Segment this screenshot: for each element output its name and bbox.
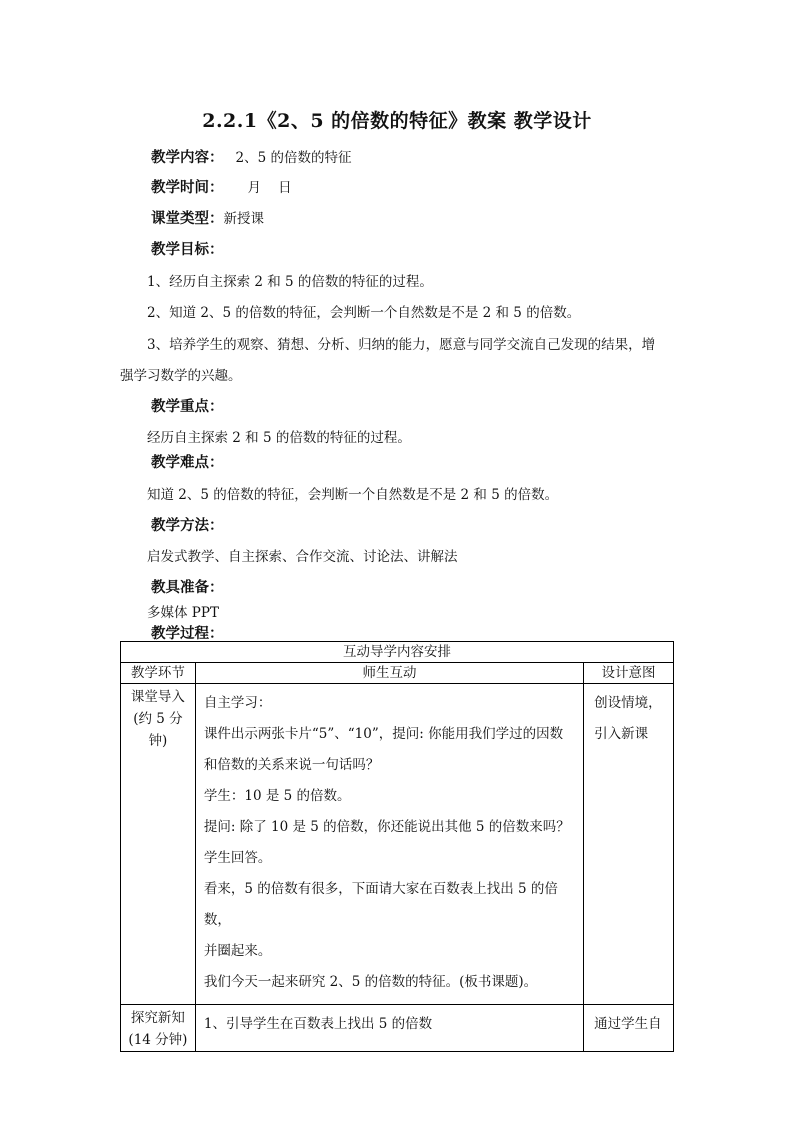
table-row bbox=[121, 684, 674, 1005]
content-paragraph: 学生：10 是 5 的倍数。 bbox=[203, 788, 351, 804]
stage-cell bbox=[121, 684, 196, 1005]
methods-text: 启发式教学、自主探索、合作交流、讨论法、讲解法 bbox=[147, 549, 458, 565]
goal-item: 3、培养学生的观察、猜想、分析、归纳的能力，愿意与同学交流自己发现的结果，增 bbox=[147, 337, 656, 353]
content-paragraph: 我们今天一起来研究 2、5 的倍数的特征。(板书课题)。 bbox=[203, 974, 538, 990]
type-value: 新授课 bbox=[223, 211, 264, 227]
goal-item: 1、经历自主探索 2 和 5 的倍数的特征的过程。 bbox=[147, 274, 433, 290]
key-point-label: 教学重点： bbox=[151, 398, 224, 415]
content-label: 教学内容： bbox=[151, 149, 224, 166]
content-paragraph: 自主学习： bbox=[203, 695, 272, 711]
process-heading bbox=[151, 622, 224, 643]
header-interaction: 师生互动 bbox=[195, 663, 583, 684]
methods-heading bbox=[151, 514, 224, 535]
table-caption: 互动导学内容安排 bbox=[121, 642, 674, 663]
intent-cell bbox=[584, 684, 674, 1005]
goal-item: 2、知道 2、5 的倍数的特征，会判断一个自然数是不是 2 和 5 的倍数。 bbox=[147, 305, 581, 321]
stage-line: (约 5 分 bbox=[133, 711, 183, 727]
content-paragraph: 看来，5 的倍数有很多，下面请大家在百数表上找出 5 的倍数， bbox=[203, 881, 558, 928]
stage-line: 探究新知 bbox=[130, 1010, 185, 1026]
table-header-row bbox=[121, 663, 674, 684]
content-paragraph: 学生回答。 bbox=[203, 850, 272, 866]
content-line bbox=[151, 146, 351, 167]
tools-label: 教具准备： bbox=[151, 579, 224, 596]
table-row bbox=[121, 1005, 674, 1052]
time-line bbox=[151, 176, 292, 197]
key-point-text: 经历自主探索 2 和 5 的倍数的特征的过程。 bbox=[147, 430, 411, 446]
document-title: 2.2.1《2、5 的倍数的特征》教案 教学设计 bbox=[202, 110, 592, 132]
content-paragraph: 提问: 除了 10 是 5 的倍数，你还能说出其他 5 的倍数来吗？ bbox=[203, 819, 570, 835]
tools-heading bbox=[151, 576, 224, 597]
table-caption-row bbox=[121, 642, 674, 663]
content-value: 2、5 的倍数的特征 bbox=[235, 150, 352, 166]
stage-line: (14 分钟) bbox=[128, 1032, 188, 1048]
time-label: 教学时间： bbox=[151, 179, 224, 196]
time-value: 月 日 bbox=[247, 180, 292, 196]
difficulty-heading bbox=[151, 451, 224, 472]
process-table bbox=[120, 641, 674, 1052]
goals-label: 教学目标： bbox=[151, 241, 224, 258]
intent-line: 通过学生自 bbox=[594, 1016, 662, 1032]
intent-line: 引入新课 bbox=[594, 726, 649, 742]
header-stage: 教学环节 bbox=[121, 663, 196, 684]
stage-line: 钟) bbox=[148, 733, 168, 749]
methods-label: 教学方法： bbox=[151, 517, 224, 534]
content-cell bbox=[195, 684, 583, 1005]
difficulty-text: 知道 2、5 的倍数的特征，会判断一个自然数是不是 2 和 5 的倍数。 bbox=[147, 487, 559, 503]
content-paragraph: 和倍数的关系来说一句话吗？ bbox=[203, 757, 380, 773]
type-line bbox=[151, 207, 264, 228]
goals-heading bbox=[151, 238, 224, 259]
process-label: 教学过程： bbox=[151, 625, 224, 642]
tools-text: 多媒体 PPT bbox=[147, 605, 219, 621]
stage-line: 课堂导入 bbox=[130, 689, 185, 705]
key-point-heading bbox=[151, 395, 224, 416]
content-cell bbox=[195, 1005, 583, 1052]
content-paragraph: 课件出示两张卡片“5”、“10”，提问: 你能用我们学过的因数 bbox=[203, 726, 564, 742]
difficulty-label: 教学难点： bbox=[151, 454, 224, 471]
content-paragraph: 1、引导学生在百数表上找出 5 的倍数 bbox=[203, 1016, 433, 1032]
header-intent: 设计意图 bbox=[584, 663, 674, 684]
stage-cell bbox=[121, 1005, 196, 1052]
type-label: 课堂类型： bbox=[151, 210, 224, 227]
content-paragraph: 并圈起来。 bbox=[203, 943, 272, 959]
intent-cell bbox=[584, 1005, 674, 1052]
intent-line: 创设情境， bbox=[594, 695, 662, 711]
goal-item: 强学习数学的兴趣。 bbox=[120, 368, 242, 384]
